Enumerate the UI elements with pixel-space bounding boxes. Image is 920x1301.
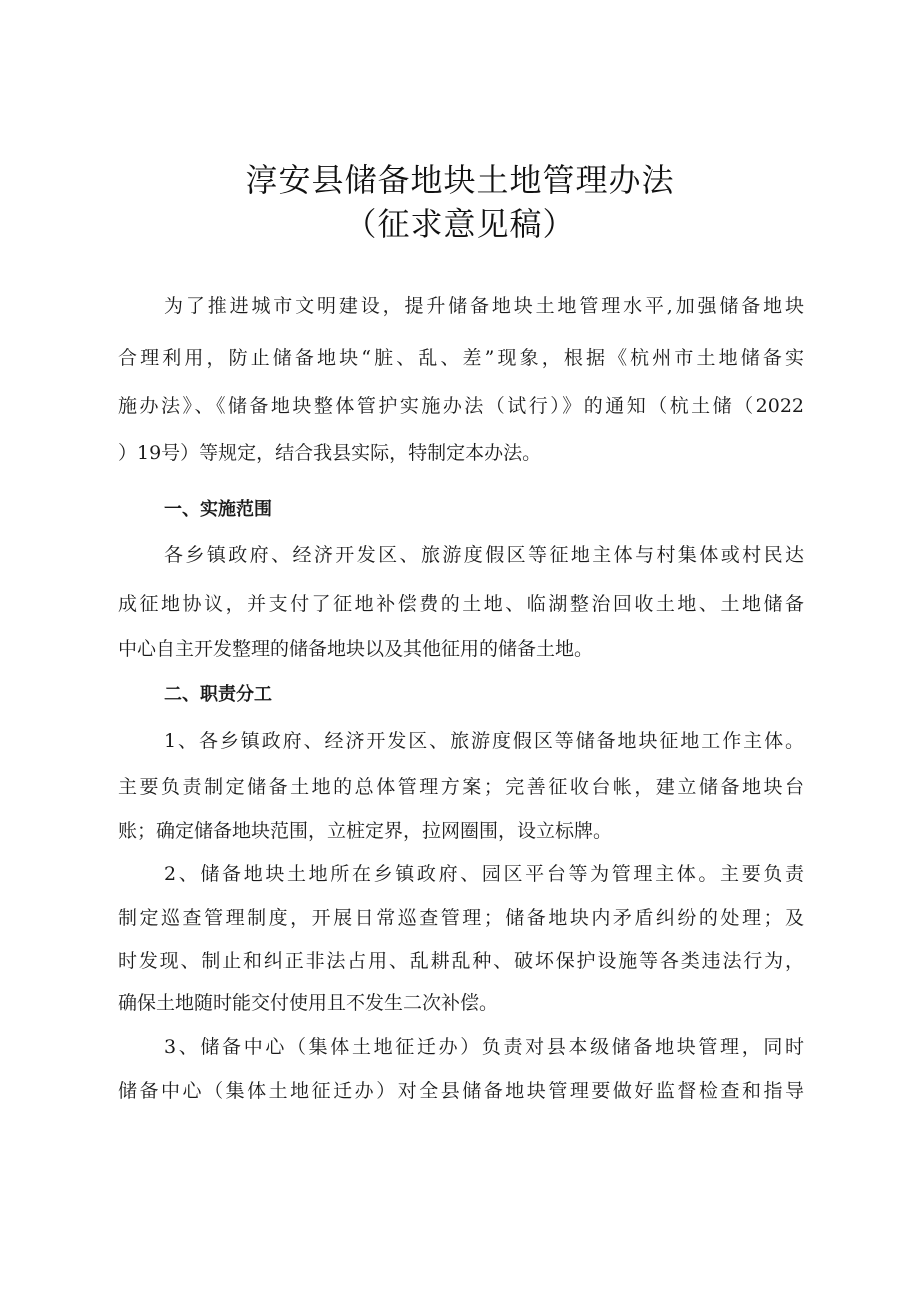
duty-item-2-line: 2、储备地块土地所在乡镇政府、园区平台等为管理主体。主要负责: [164, 863, 804, 885]
intro-line: ）19号）等规定，结合我县实际，特制定本办法。: [118, 442, 542, 464]
duty-item-3-line: 储备中心（集体土地征迁办）对全县储备地块管理要做好监督检查和指导: [118, 1080, 804, 1102]
duty-item-1-line: 1、各乡镇政府、经济开发区、旅游度假区等储备地块征地工作主体。: [164, 730, 804, 752]
duty-item-3-line: 3、储备中心（集体土地征迁办）负责对县本级储备地块管理，同时: [164, 1036, 804, 1058]
section-heading-scope: 一、实施范围: [164, 499, 272, 520]
duty-item-1-line: 主要负责制定储备土地的总体管理方案；完善征收台帐，建立储备地块台: [118, 776, 804, 798]
section-heading-duties: 二、职责分工: [164, 684, 272, 705]
section1-line: 各乡镇政府、经济开发区、旅游度假区等征地主体与村集体或村民达: [164, 544, 804, 566]
intro-line: 合理利用，防止储备地块“脏、乱、差”现象，根据《杭州市土地储备实: [118, 347, 804, 369]
document-subtitle: （征求意见稿）: [344, 205, 576, 243]
intro-line: 施办法》、《储备地块整体管护实施办法（试行）》的通知（杭土储（2022: [118, 395, 804, 417]
intro-line: 为了推进城市文明建设，提升储备地块土地管理水平,加强储备地块: [164, 295, 804, 317]
document-title: 淳安县储备地块土地管理办法: [245, 161, 675, 199]
duty-item-2-line: 确保土地随时能交付使用且不发生二次补偿。: [118, 992, 499, 1014]
duty-item-2-line: 制定巡查管理制度，开展日常巡查管理；储备地块内矛盾纠纷的处理；及: [118, 907, 804, 929]
section1-line: 成征地协议，并支付了征地补偿费的土地、临湖整治回收土地、土地储备: [118, 593, 804, 615]
section1-line: 中心自主开发整理的储备地块以及其他征用的储备土地。: [118, 638, 594, 660]
duty-item-1-line: 账；确定储备地块范围，立桩定界，拉网圈围，设立标牌。: [118, 820, 613, 842]
duty-item-2-line: 时发现、制止和纠正非法占用、乱耕乱种、破坏保护设施等各类违法行为，: [118, 950, 804, 972]
